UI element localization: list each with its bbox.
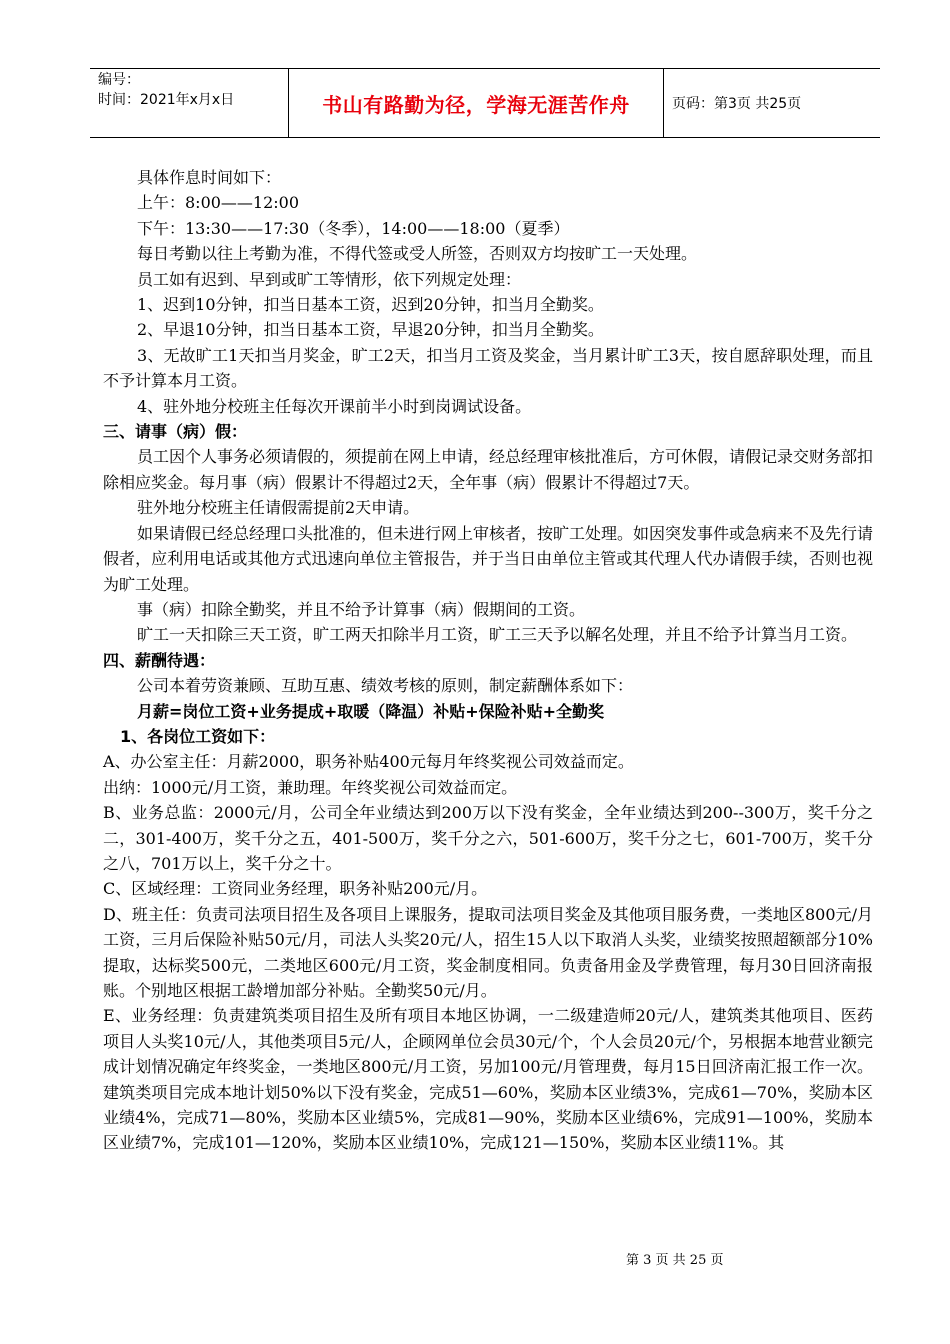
salary-formula: 月薪=岗位工资+业务提成+取暖（降温）补贴+保险补贴+全勤奖: [137, 701, 605, 721]
paragraph: 如果请假已经总经理口头批准的，但未进行网上审核者，按旷工处理。如因突发事件或急病来不及先行请假者，应利用电话或其他方式迅速向单位主管报告，并于当日由单位主管或其代理人代办请假手续，否则也视为旷工处理。: [103, 523, 874, 594]
paragraph: 事（病）扣除全勤奖，并且不给予计算事（病）假期间的工资。: [137, 599, 586, 619]
paragraph: 员工如有迟到、早到或旷工等情形，依下列规定处理：: [137, 269, 522, 289]
motto-text: 书山有路勤为径，学海无涯苦作舟: [322, 92, 630, 117]
time-label: 时间：2021年x月x日: [98, 92, 235, 108]
subsection-heading: 1、各岗位工资如下：: [120, 726, 276, 746]
paragraph: 上午：8:00——12:00: [137, 193, 300, 213]
paragraph: 出纳：1000元/月工资，兼助理。年终奖视公司效益而定。: [103, 777, 518, 797]
header-info-cell: [90, 69, 288, 137]
paragraph: D、班主任：负责司法项目招生及各项目上课服务，提取司法项目奖金及其他项目服务费，一类地区800元/月工资，三月后保险补贴50元/月，司法人头奖20元/人，招生15人以下取消人头奖，业绩奖按照超额部分10%提取，达标奖500元，二类地区600元/月工资，奖金制度相同。负责备用金及学费管理，每月30日回济南报账。个别地区根据工龄增加部分补贴。全勤奖50元/月。: [103, 904, 873, 1000]
paragraph: 1、迟到10分钟，扣当日基本工资，迟到20分钟，扣当月全勤奖。: [137, 295, 604, 315]
page-code: 页码：第3页 共25页: [672, 96, 802, 112]
paragraph: 公司本着劳资兼顾、互助互惠、绩效考核的原则，制定薪酬体系如下：: [137, 676, 634, 696]
paragraph: 2、早退10分钟，扣当日基本工资，早退20分钟，扣当月全勤奖。: [137, 320, 604, 340]
header-page-cell: [664, 69, 880, 137]
section-heading: 四、薪酬待遇：: [103, 650, 216, 670]
document-body: [103, 165, 873, 1156]
number-label: 编号：: [98, 72, 140, 88]
section-heading: 三、请事（病）假：: [103, 422, 248, 442]
paragraph: C、区域经理：工资同业务经理，职务补贴200元/月。: [103, 879, 488, 899]
page-footer: 第 3 页 共 25 页: [626, 1253, 724, 1268]
document-header: [90, 68, 880, 138]
paragraph: 具体作息时间如下：: [137, 168, 282, 187]
paragraph: 3、无故旷工1天扣当月奖金，旷工2天，扣当月工资及奖金，当月累计旷工3天，按自愿辞职处理，而且不予计算本月工资。: [103, 345, 873, 391]
paragraph: E、业务经理：负责建筑类项目招生及所有项目本地区协调，一二级建造师20元/人，建筑类其他项目、医药项目人头奖10元/人，其他类项目5元/人，企顾网单位会员30元/个，个人会员20元/个，另根据本地营业额完成计划情况确定年终奖金，一类地区800元/月工资，另加100元/月管理费，每月15日回济南汇报工作一次。建筑类项目完成本地计划50%以下没有奖金，完成51—60%，奖励本区业绩3%，完成61—70%，奖励本区业绩4%，完成71—80%，奖励本区业绩5%，完成81—90%，奖励本区业绩6%，完成91—100%，奖励本区业绩7%，完成101—120%，奖励本区业绩10%，完成121—150%，奖励本区业绩11%。其: [103, 1006, 873, 1153]
paragraph: 员工因个人事务必须请假的，须提前在网上申请，经总经理审核批准后，方可休假，请假记录交财务部扣除相应奖金。每月事（病）假累计不得超过2天，全年事（病）假累计不得超过7天。: [103, 447, 874, 492]
paragraph: A、办公室主任：月薪2000，职务补贴400元每月年终奖视公司效益而定。: [103, 752, 634, 772]
paragraph: 每日考勤以往上考勤为准，不得代签或受人所签，否则双方均按旷工一天处理。: [137, 244, 698, 264]
paragraph: 4、驻外地分校班主任每次开课前半小时到岗调试设备。: [137, 396, 532, 416]
paragraph: 旷工一天扣除三天工资，旷工两天扣除半月工资，旷工三天予以解名处理，并且不给予计算当月工资。: [137, 625, 858, 645]
paragraph: 下午：13:30——17:30（冬季），14:00——18:00（夏季）: [137, 218, 570, 238]
paragraph: 驻外地分校班主任请假需提前2天申请。: [137, 498, 420, 518]
paragraph: B、业务总监：2000元/月，公司全年业绩达到200万以下没有奖金，全年业绩达到200--300万，奖千分之二，301-400万，奖千分之五，401-500万，奖千分之六，501-600万，奖千分之七，601-700万，奖千分之八，701万以上，奖千分之十。: [103, 803, 873, 873]
header-motto-cell: [288, 69, 664, 137]
